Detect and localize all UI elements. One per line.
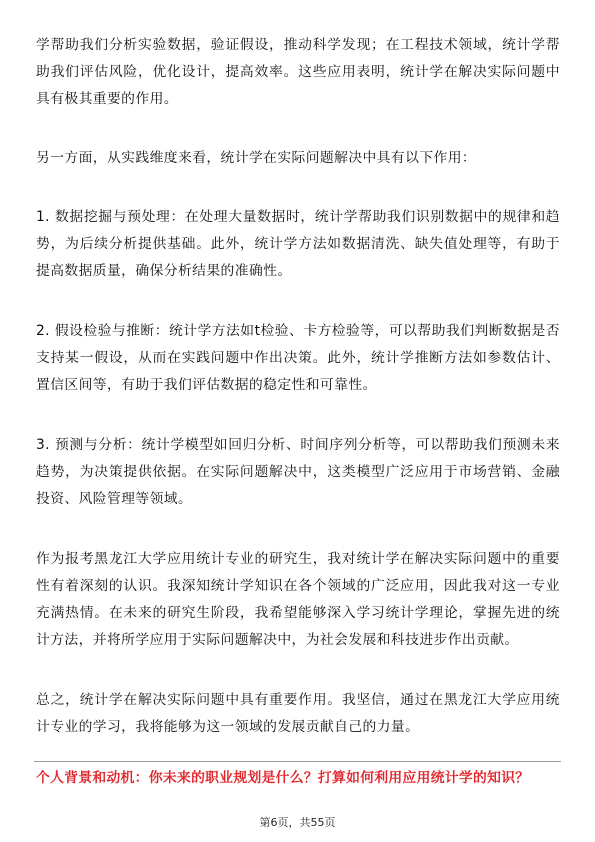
paragraph-statistics-applications: 学帮助我们分析实验数据，验证假设，推动科学发现；在工程技术领域，统计学帮助我们评估风险，优化设计，提高效率。这些应用表明，统计学在解决实际问题中具有极其重要的作用。 [36, 37, 560, 107]
list-item-data-mining: 1. 数据挖掘与预处理：在处理大量数据时，统计学帮助我们识别数据中的规律和趋势，为后续分析提供基础。此外，统计学方法如数据清洗、缺失值处理等，有助于提高数据质量，确保分析结果的准确性。 [36, 209, 560, 279]
paragraph-practice-intro: 另一方面，从实践维度来看，统计学在实际问题解决中具有以下作用： [36, 150, 477, 166]
list-item-hypothesis-testing: 2. 假设检验与推断：统计学方法如t检验、卡方检验等，可以帮助我们判断数据是否支持某一假设，从而在实践问题中作出决策。此外，统计学推断方法如参数估计、置信区间等，有助于我们评估数据的稳定性和可靠性。 [36, 323, 560, 393]
page-footer: 第6页，共55页 [259, 816, 336, 829]
paragraph-applicant-statement: 作为报考黑龙江大学应用统计专业的研究生，我对统计学在解决实际问题中的重要性有着深刻的认识。我深知统计学知识在各个领域的广泛应用，因此我对这一专业充满热情。在未来的研究生阶段，我希望能够深入学习统计学理论，掌握先进的统计方法，并将所学应用于实际问题解决中，为社会发展和科技进步作出贡献。 [36, 551, 560, 648]
paragraph-conclusion: 总之，统计学在解决实际问题中具有重要作用。我坚信，通过在黑龙江大学应用统计专业的学习，我将能够为这一领域的发展贡献自己的力量。 [36, 692, 560, 735]
list-item-prediction-analysis: 3. 预测与分析：统计学模型如回归分析、时间序列分析等，可以帮助我们预测未来趋势，为决策提供依据。在实际问题解决中，这类模型广泛应用于市场营销、金融投资、风险管理等领域。 [36, 437, 560, 507]
section-divider [34, 761, 561, 762]
interview-question-heading: 个人背景和动机：你未来的职业规划是什么？打算如何利用应用统计学的知识？ [36, 770, 530, 786]
